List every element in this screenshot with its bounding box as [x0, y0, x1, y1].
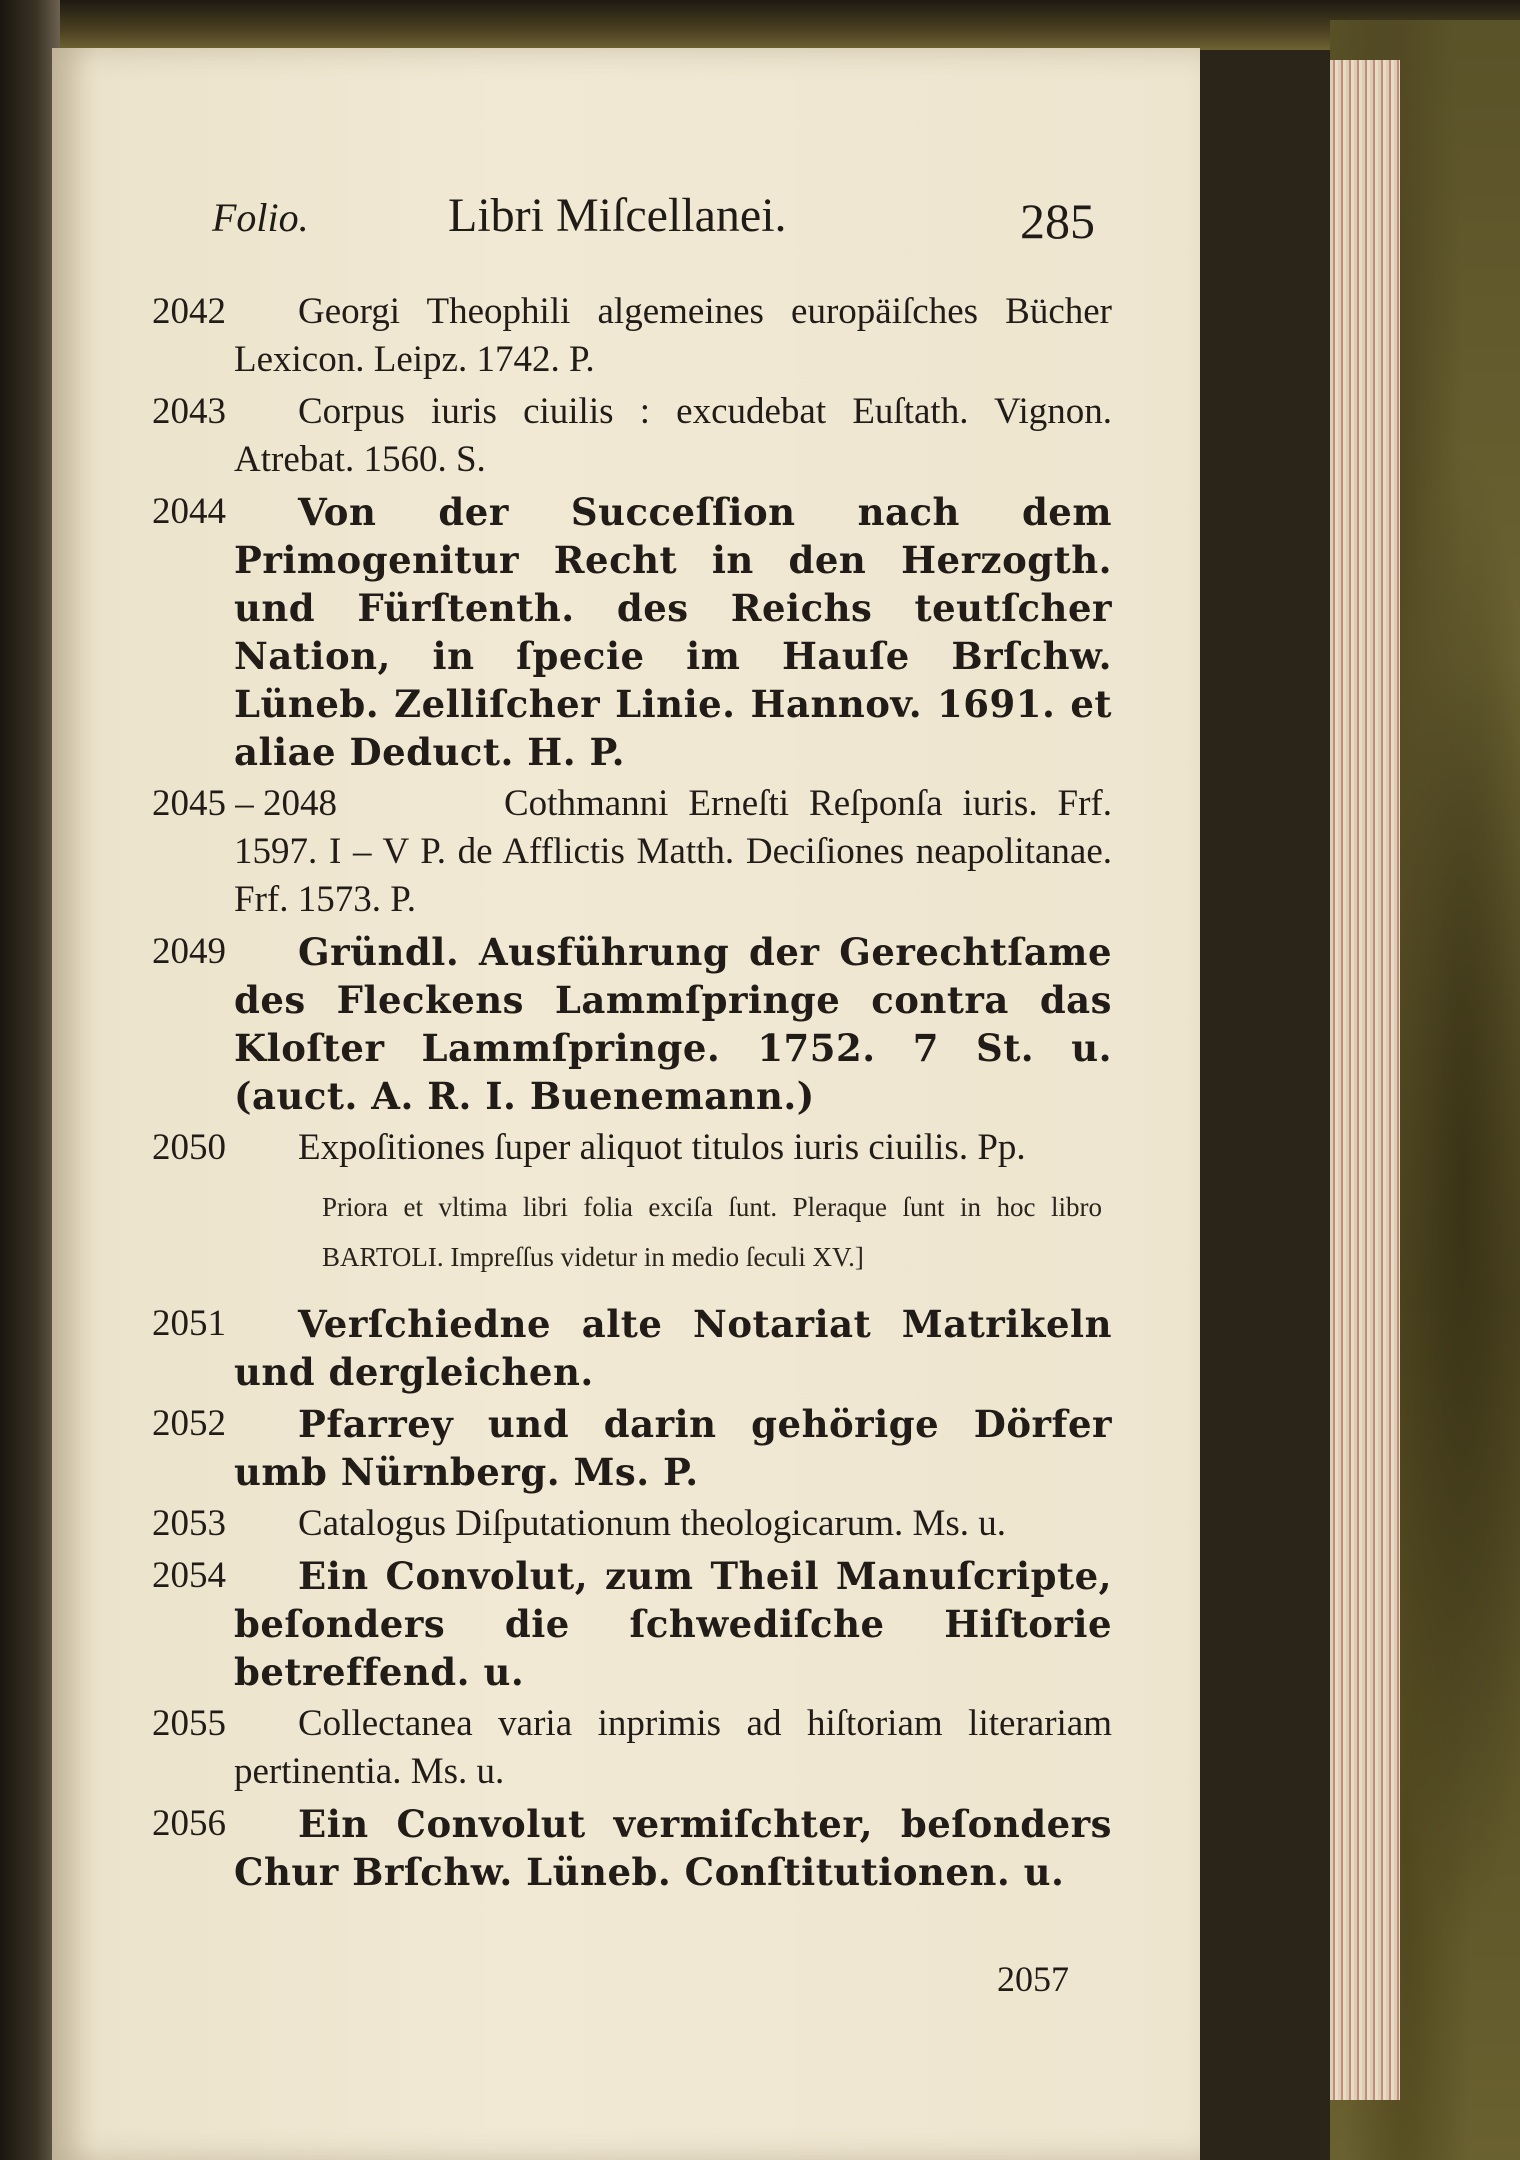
- entry-number: 2055: [152, 1703, 226, 1744]
- entry-text: Ein Convolut vermiſchter, beſonders Chur Brſchw. Lüneb. Conſtitutionen. u.: [234, 1802, 1112, 1894]
- catalog-entry: [152, 1552, 1112, 1696]
- entry-text: Georgi Theophili algemeines europäiſches Bücher Lexicon. Leipz. 1742. P.: [234, 291, 1112, 380]
- entry-text: Verſchiedne alte Notariat Matrikeln und dergleichen.: [234, 1302, 1112, 1394]
- catalog-entry: [152, 1400, 1112, 1496]
- entry-number: 2043: [152, 391, 226, 432]
- book-cover-left: [0, 0, 60, 2160]
- entry-number: 2050: [152, 1127, 226, 1168]
- entry-number: 2045 – 2048: [152, 783, 337, 824]
- entry-number: 2052: [152, 1403, 226, 1444]
- catalog-entry: [152, 388, 1112, 484]
- entry-number: 2049: [152, 931, 226, 972]
- entry-text: Pfarrey und darin gehörige Dörfer umb Nürnberg. Ms. P.: [234, 1402, 1112, 1494]
- entry-number: 2044: [152, 491, 226, 532]
- catalog-entry: [152, 780, 1112, 924]
- entry-note: Priora et vltima libri folia exciſa ſunt. Pleraque ſunt in hoc libro BARTOLI. Impreſſus videtur in medio ſeculi XV.]: [322, 1192, 1102, 1272]
- page-number: 285: [1020, 193, 1095, 249]
- catalog-entry: [152, 1800, 1112, 1896]
- catalog-entry: [152, 288, 1112, 384]
- section-title: Libri Miſcellanei.: [448, 189, 787, 242]
- entry-number: 2042: [152, 291, 226, 332]
- catalog-entry: [152, 1700, 1112, 1796]
- page-edges: [1330, 60, 1400, 2100]
- catalog-entry: [152, 1300, 1112, 1396]
- entry-text: Ein Convolut, zum Theil Manuſcripte, beſonders die ſchwediſche Hiſtorie betreffend. u.: [234, 1554, 1112, 1694]
- format-label: Folio.: [212, 195, 309, 240]
- entry-number: 2053: [152, 1503, 226, 1544]
- catchword: 2057: [997, 1959, 1069, 1999]
- entry-text: Cothmanni Erneſti Reſponſa iuris. Frf. 1597. I – V P. de Afflictis Matth. Deciſiones neapolitanae. Frf. 1573. P.: [234, 783, 1112, 920]
- entry-text: Collectanea varia inprimis ad hiſtoriam literariam pertinentia. Ms. u.: [234, 1703, 1112, 1792]
- catalog-entry: [152, 928, 1112, 1120]
- entry-text: Corpus iuris ciuilis : excudebat Euſtath. Vignon. Atrebat. 1560. S.: [234, 391, 1112, 480]
- book-page: [52, 48, 1200, 2160]
- entry-number: 2051: [152, 1303, 226, 1344]
- entry-number: 2054: [152, 1555, 226, 1596]
- catalog-entries: [152, 288, 1112, 1900]
- entry-number: 2056: [152, 1803, 226, 1844]
- entry-text: Expoſitiones ſuper aliquot titulos iuris ciuilis. Pp.: [298, 1127, 1026, 1168]
- catalog-entry: [152, 488, 1112, 776]
- entry-text: Catalogus Diſputationum theologicarum. Ms. u.: [298, 1503, 1007, 1544]
- entry-text: Von der Succeſſion nach dem Primogenitur Recht in den Herzogth. und Fürſtenth. des Reichs teutſcher Nation, in ſpecie im Hauſe Brſchw. Lüneb. Zelliſcher Linie. Hannov. 1691. et aliae Deduct. H. P.: [234, 490, 1112, 774]
- catalog-entry: [152, 1500, 1112, 1548]
- catalog-entry: [152, 1124, 1112, 1172]
- book-top-edge: [60, 0, 1520, 50]
- running-head: [212, 188, 1112, 248]
- entry-text: Gründl. Ausführung der Gerechtſame des Fleckens Lammſpringe contra das Kloſter Lammſpringe. 1752. 7 St. u. (auct. A. R. I. Buenemann.): [234, 930, 1112, 1118]
